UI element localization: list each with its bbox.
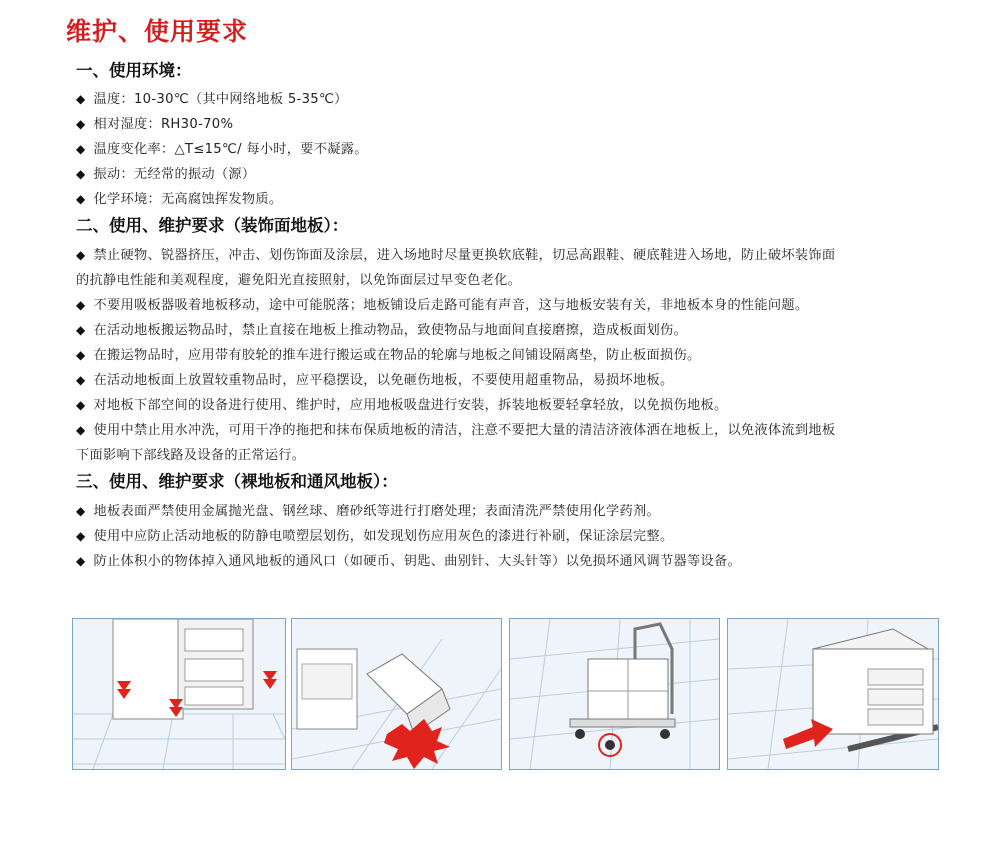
list-item: ◆ 使用中禁止用水冲洗，可用干净的拖把和抹布保质地板的清洁，注意不要把大量的清洁济液体洒在地板上，以免液体流到地板 [76, 423, 836, 438]
pushing-machine-illustration [727, 618, 939, 770]
bullet-icon: ◆ [76, 298, 86, 312]
bullet-icon: ◆ [76, 504, 86, 518]
page-title: 维护、使用要求 [66, 17, 249, 46]
section-heading-vent-floor: 三、使用、维护要求（裸地板和通风地板）： [76, 472, 398, 491]
bullet-icon: ◆ [76, 348, 86, 362]
bullet-icon: ◆ [76, 192, 86, 206]
bullet-icon: ◆ [76, 117, 86, 131]
list-item: ◆ 防止体积小的物体掉入通风地板的通风口（如硬币、钥匙、曲别针、大头针等）以免损坏通风调节器等设备。 [76, 554, 741, 569]
section-heading-environment: 一、使用环境： [76, 61, 192, 80]
list-item: ◆ 温度变化率：△T≤15℃/ 每小时，要不凝露。 [76, 142, 368, 157]
bullet-icon: ◆ [76, 398, 86, 412]
list-item-continuation: 下面影响下部线路及设备的正常运行。 [76, 448, 306, 463]
bullet-icon: ◆ [76, 248, 86, 262]
list-item: ◆ 温度：10-30℃（其中网络地板 5-35℃） [76, 92, 348, 107]
bullet-icon: ◆ [76, 373, 86, 387]
bullet-icon: ◆ [76, 92, 86, 106]
bullet-icon: ◆ [76, 323, 86, 337]
bullet-icon: ◆ [76, 529, 86, 543]
list-item: ◆ 在搬运物品时，应用带有胶轮的推车进行搬运或在物品的轮廓与地板之间铺设隔离垫，防止板面损伤。 [76, 348, 701, 363]
cart-transport-illustration [509, 618, 720, 770]
bullet-icon: ◆ [76, 554, 86, 568]
list-item: ◆ 相对湿度：RH30-70% [76, 117, 234, 132]
list-item: ◆ 化学环境：无高腐蚀挥发物质。 [76, 192, 283, 207]
list-item: ◆ 在活动地板搬运物品时，禁止直接在地板上推动物品，致使物品与地面间直接磨擦，造成板面划伤。 [76, 323, 687, 338]
bullet-icon: ◆ [76, 167, 86, 181]
section-heading-decorative-floor: 二、使用、维护要求（装饰面地板）： [76, 216, 349, 235]
list-item: ◆ 地板表面严禁使用金属抛光盘、钢丝球、磨砂纸等进行打磨处理；表面清洗严禁使用化学药剂。 [76, 504, 661, 519]
list-item-continuation: 的抗静电性能和美观程度，避免阳光直接照射，以免饰面层过早变色老化。 [76, 273, 522, 288]
dragged-box-damage-illustration [291, 618, 502, 770]
list-item: ◆ 振动：无经常的振动（源） [76, 167, 256, 182]
bullet-icon: ◆ [76, 423, 86, 437]
list-item: ◆ 在活动地板面上放置较重物品时，应平稳摆设，以免砸伤地板，不要使用超重物品，易损坏地板。 [76, 373, 674, 388]
list-item: ◆ 对地板下部空间的设备进行使用、维护时，应用地板吸盘进行安装，拆装地板要轻拿轻放，以免损伤地板。 [76, 398, 728, 413]
list-item: ◆ 不要用吸板器吸着地板移动，途中可能脱落；地板铺设后走路可能有声音，这与地板安装有关，非地板本身的性能问题。 [76, 298, 809, 313]
bullet-icon: ◆ [76, 142, 86, 156]
list-item: ◆ 禁止硬物、锐器挤压，冲击、划伤饰面及涂层，进入场地时尽量更换软底鞋，切忌高跟鞋、硬底鞋进入场地，防止破坏装饰面 [76, 248, 836, 263]
list-item: ◆ 使用中应防止活动地板的防静电喷塑层划伤，如发现划伤应用灰色的漆进行补刷，保证涂层完整。 [76, 529, 674, 544]
cabinet-on-floor-illustration [72, 618, 286, 770]
